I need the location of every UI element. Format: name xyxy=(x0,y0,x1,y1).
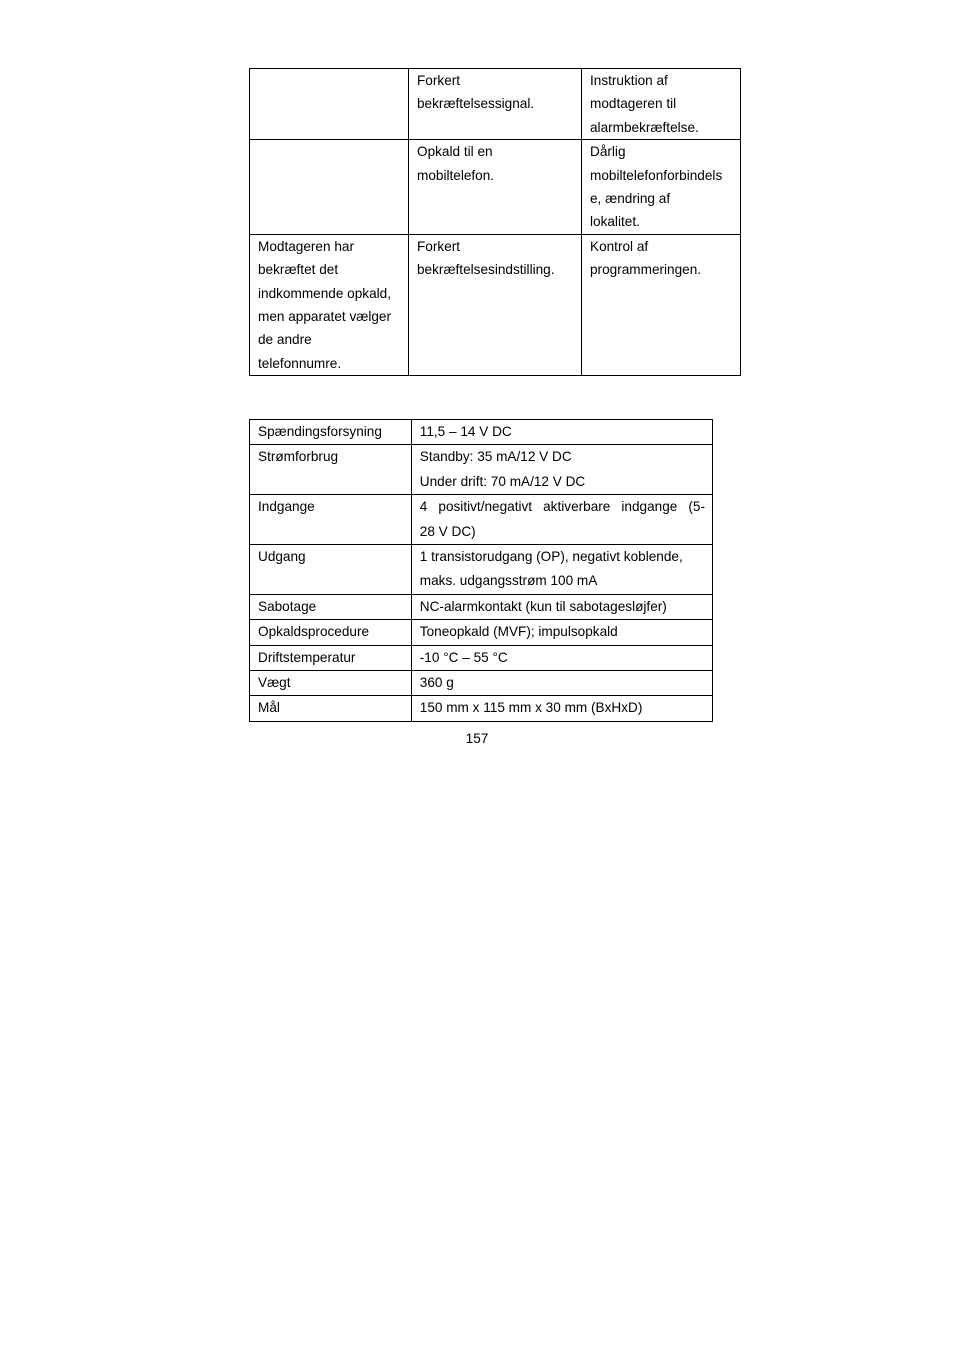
cause-cell xyxy=(409,140,582,235)
table-row xyxy=(250,140,741,235)
spec-value xyxy=(411,645,712,670)
spec-label: Spændingsforsyning xyxy=(250,420,412,445)
cell-line: Opkald til en xyxy=(417,144,493,160)
spec-label: Udgang xyxy=(250,545,412,595)
remedy-cell xyxy=(582,140,741,235)
cell-line: men apparatet vælger xyxy=(258,309,391,325)
table-row xyxy=(250,645,713,670)
spec-value xyxy=(411,594,712,619)
spec-value xyxy=(411,420,712,445)
cell-line: bekræftet det xyxy=(258,262,339,278)
cell-line: NC-alarmkontakt (kun til sabotagesløjfer) xyxy=(419,598,667,614)
cell-line: Forkert xyxy=(417,73,461,88)
cell-line: Standby: 35 mA/12 V DC xyxy=(419,449,572,465)
cell-line: 4 positivt/negativt aktiverbare indgange (5- xyxy=(419,499,705,515)
cell-line: Toneopkald (MVF); impulsopkald xyxy=(419,624,618,640)
cell-line: maks. udgangsstrøm 100 mA xyxy=(419,573,598,589)
page-number: 157 xyxy=(465,731,489,746)
table-row xyxy=(250,234,741,375)
table-row xyxy=(250,545,713,595)
cell-line: indkommende opkald, xyxy=(258,285,391,301)
spec-value xyxy=(411,671,712,696)
cell-line: Dårlig xyxy=(590,144,626,160)
cell-line: Under drift: 70 mA/12 V DC xyxy=(419,473,586,489)
symptom-cell xyxy=(250,140,409,235)
cell-line: lokalitet. xyxy=(590,214,640,230)
cell-line: 28 V DC) xyxy=(419,523,476,539)
spec-label: Strømforbrug xyxy=(250,445,412,495)
cell-line: Instruktion af xyxy=(590,73,668,88)
remedy-cell xyxy=(582,69,741,140)
table-row xyxy=(250,620,713,645)
cell-line: bekræftelsesindstilling. xyxy=(417,262,555,278)
cell-line: e, ændring af xyxy=(590,191,671,207)
spec-value xyxy=(411,545,712,595)
cell-line: 11,5 – 14 V DC xyxy=(419,424,512,439)
spec-label: Opkaldsprocedure xyxy=(250,620,412,645)
spec-value xyxy=(411,620,712,645)
cell-line: telefonnumre. xyxy=(258,355,342,371)
cause-cell xyxy=(409,234,582,375)
cell-line: Forkert xyxy=(417,238,461,254)
cause-cell xyxy=(409,69,582,140)
cell-line: bekræftelsessignal. xyxy=(417,96,535,112)
cell-line: mobiltelefonforbindels xyxy=(590,167,723,183)
remedy-cell xyxy=(582,234,741,375)
table-row xyxy=(250,69,741,140)
spec-value xyxy=(411,495,712,545)
symptom-cell xyxy=(250,234,409,375)
cell-line: 1 transistorudgang (OP), negativt koblende, xyxy=(419,549,683,565)
cell-line: Modtageren har xyxy=(258,238,354,254)
cell-line: -10 °C – 55 °C xyxy=(419,649,508,665)
table-row xyxy=(250,696,713,721)
cell-line: mobiltelefon. xyxy=(417,167,495,183)
spec-label: Driftstemperatur xyxy=(250,645,412,670)
spec-value xyxy=(411,696,712,721)
table-row xyxy=(250,671,713,696)
cell-line: de andre xyxy=(258,332,312,348)
spec-value xyxy=(411,445,712,495)
cell-line: alarmbekræftelse. xyxy=(590,119,699,135)
table-row xyxy=(250,445,713,495)
cell-line: Kontrol af xyxy=(590,238,649,254)
spec-label: Mål xyxy=(250,696,412,721)
troubleshooting-table xyxy=(249,68,741,376)
cell-line: modtageren til xyxy=(590,96,677,112)
table-row xyxy=(250,495,713,545)
cell-line: programmeringen. xyxy=(590,262,702,278)
specifications-table xyxy=(249,419,713,722)
spec-label: Indgange xyxy=(250,495,412,545)
table-row xyxy=(250,594,713,619)
table-row xyxy=(250,420,713,445)
spec-label: Sabotage xyxy=(250,594,412,619)
spec-label: Vægt xyxy=(250,671,412,696)
cell-line: 150 mm x 115 mm x 30 mm (BxHxD) xyxy=(419,700,643,716)
symptom-cell xyxy=(250,69,409,140)
cell-line: 360 g xyxy=(419,675,454,691)
